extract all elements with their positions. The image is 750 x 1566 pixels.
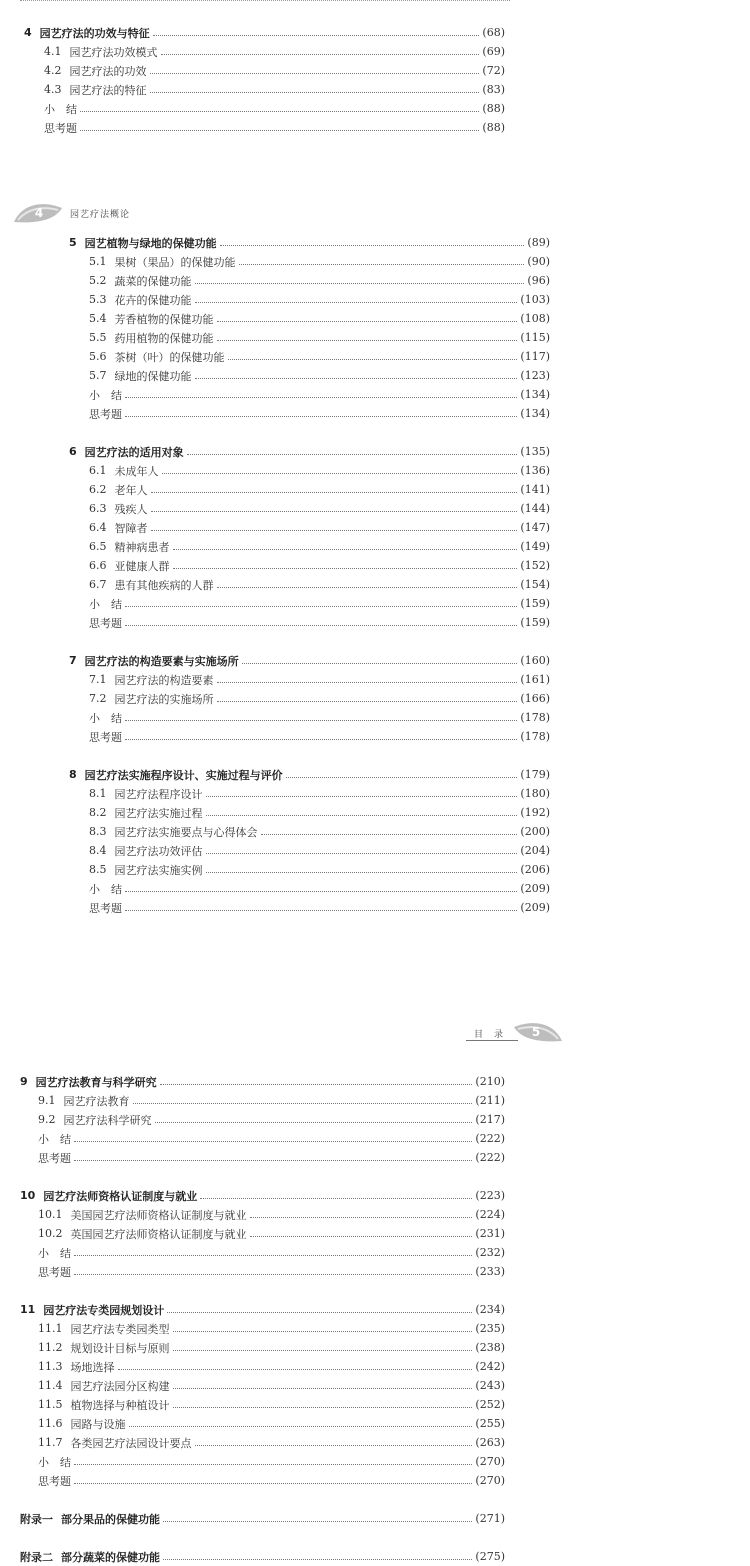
- toc-entry-number: 11.6: [38, 1417, 63, 1430]
- dot-leader: [242, 663, 518, 664]
- toc-entry-title: 小 结: [89, 597, 122, 611]
- toc-entry-title: 园艺疗法教育: [63, 1094, 130, 1108]
- toc-entry-number: 6.5: [89, 540, 107, 553]
- dot-leader: [155, 1122, 473, 1123]
- toc-page-ref: (275): [475, 1550, 505, 1563]
- toc-entry-title: 绿地的保健功能: [114, 369, 192, 383]
- dot-leader: [195, 378, 518, 379]
- toc-entry-title: 思考题: [38, 1151, 71, 1165]
- running-head-left: 园艺疗法概论: [70, 210, 131, 220]
- toc-entry-title: 植物选择与种植设计: [70, 1398, 170, 1412]
- toc-entry-title: 思考题: [89, 616, 122, 630]
- dot-leader: [217, 701, 518, 702]
- toc-entry-title: 园艺疗法专类园规划设计: [43, 1303, 165, 1317]
- toc-section-entry[interactable]: [89, 708, 550, 727]
- toc-entry-number: 11.3: [38, 1360, 63, 1373]
- toc-entry-number: 7.2: [89, 692, 107, 705]
- dot-leader: [162, 473, 518, 474]
- toc-section-entry[interactable]: [89, 537, 550, 556]
- toc-section-entry[interactable]: [89, 518, 550, 537]
- toc-section-entry[interactable]: [89, 841, 550, 860]
- toc-chapter-entry[interactable]: [69, 651, 550, 670]
- toc-entry-number: 6: [69, 445, 77, 458]
- dot-leader: [151, 530, 518, 531]
- dot-leader: [239, 264, 525, 265]
- toc-entry-title: 小 结: [44, 102, 77, 116]
- toc-entry-title: 英国园艺疗法师资格认证制度与就业: [70, 1227, 247, 1241]
- toc-entry-title: 精神病患者: [114, 540, 170, 554]
- toc-entry-number: 10.2: [38, 1227, 63, 1240]
- dot-leader: [125, 720, 517, 721]
- toc-entry-number: 8.5: [89, 863, 107, 876]
- toc-entry-title: 思考题: [89, 407, 122, 421]
- toc-entry-title: 园艺疗法程序设计: [114, 787, 203, 801]
- toc-section-entry[interactable]: [38, 1205, 505, 1224]
- toc-entry-number: 11.4: [38, 1379, 63, 1392]
- toc-entry-title: 园艺疗法的适用对象: [84, 445, 184, 459]
- toc-section-entry[interactable]: [89, 309, 550, 328]
- toc-entry-title: 园艺疗法园分区构建: [70, 1379, 170, 1393]
- page-number-4: 4: [34, 206, 44, 220]
- page-number-5: 5: [531, 1025, 541, 1039]
- toc-entry-title: 园艺疗法实施过程: [114, 806, 203, 820]
- toc-page-ref: (144): [520, 502, 550, 515]
- dot-leader: [173, 1407, 473, 1408]
- toc-section-entry[interactable]: [89, 328, 550, 347]
- toc-entry-title: 园艺疗法科学研究: [63, 1113, 152, 1127]
- toc-entry-title: 园艺植物与绿地的保健功能: [84, 236, 217, 250]
- toc-page-ref: (209): [520, 901, 550, 914]
- toc-section-entry[interactable]: [38, 1091, 505, 1110]
- toc-page-ref: (255): [475, 1417, 505, 1430]
- toc-page-ref: (83): [482, 83, 505, 96]
- toc-entry-number: 附录二: [20, 1550, 53, 1564]
- dot-leader: [220, 245, 525, 246]
- toc-page-ref: (88): [482, 102, 505, 115]
- dot-leader: [163, 1521, 472, 1522]
- toc-entry-title: 小 结: [89, 388, 122, 402]
- toc-section-entry[interactable]: [38, 1376, 505, 1395]
- toc-entry-title: 园艺疗法的构造要素: [114, 673, 214, 687]
- toc-page-ref: (210): [475, 1075, 505, 1088]
- toc-page-ref: (68): [482, 26, 505, 39]
- toc-section-entry[interactable]: [89, 594, 550, 613]
- toc-entry-title: 患有其他疾病的人群: [114, 578, 214, 592]
- toc-section-entry[interactable]: [89, 803, 550, 822]
- dot-leader: [187, 454, 518, 455]
- toc-entry-number: 5.3: [89, 293, 107, 306]
- dot-leader: [250, 1236, 473, 1237]
- toc-entry-title: 思考题: [89, 730, 122, 744]
- toc-section-entry[interactable]: [38, 1129, 505, 1148]
- toc-page-ref: (252): [475, 1398, 505, 1411]
- toc-entry-title: 园艺疗法的功效: [69, 64, 147, 78]
- toc-section-entry[interactable]: [89, 404, 550, 423]
- toc-page-ref: (136): [520, 464, 550, 477]
- toc-entry-title: 未成年人: [114, 464, 159, 478]
- toc-page-ref: (117): [520, 350, 550, 363]
- dot-leader: [167, 1312, 472, 1313]
- toc-entry-title: 残疾人: [114, 502, 148, 516]
- page-number-badge-5: [512, 1017, 564, 1045]
- toc-entry-number: 4.1: [44, 45, 62, 58]
- toc-entry-title: 思考题: [38, 1474, 71, 1488]
- toc-page-ref: (222): [475, 1132, 505, 1145]
- toc-entry-number: 11.7: [38, 1436, 63, 1449]
- dot-leader: [217, 587, 518, 588]
- toc-section-entry[interactable]: [89, 879, 550, 898]
- toc-entry-title: 小 结: [38, 1132, 71, 1146]
- dot-leader: [217, 321, 518, 322]
- toc-section-entry[interactable]: [38, 1433, 505, 1452]
- toc-page-ref: (89): [527, 236, 550, 249]
- dot-leader: [150, 73, 480, 74]
- toc-section-entry[interactable]: [89, 670, 550, 689]
- toc-page-ref: (211): [475, 1094, 505, 1107]
- toc-entry-number: 5.7: [89, 369, 107, 382]
- toc-page-ref: (134): [520, 388, 550, 401]
- toc-entry-number: 9.1: [38, 1094, 56, 1107]
- toc-page-ref: (154): [520, 578, 550, 591]
- toc-page-ref: (222): [475, 1151, 505, 1164]
- toc-entry-number: 6.6: [89, 559, 107, 572]
- toc-page-ref: (72): [482, 64, 505, 77]
- toc-page-ref: (178): [520, 730, 550, 743]
- toc-page-ref: (159): [520, 597, 550, 610]
- dot-leader: [74, 1464, 472, 1465]
- toc-page-ref: (238): [475, 1341, 505, 1354]
- toc-section-entry[interactable]: [89, 784, 550, 803]
- dot-leader: [80, 111, 479, 112]
- toc-page-ref: (206): [520, 863, 550, 876]
- toc-entry-number: 6.4: [89, 521, 107, 534]
- toc-entry-title: 园艺疗法的构造要素与实施场所: [84, 654, 239, 668]
- dot-leader: [206, 853, 518, 854]
- toc-page-ref: (159): [520, 616, 550, 629]
- toc-entry-number: 8.2: [89, 806, 107, 819]
- toc-entry-title: 园艺疗法功效评估: [114, 844, 203, 858]
- toc-entry-number: 9: [20, 1075, 28, 1088]
- toc-section-entry[interactable]: [89, 480, 550, 499]
- toc-entry-title: 思考题: [38, 1265, 71, 1279]
- toc-entry-number: 5.4: [89, 312, 107, 325]
- dot-leader: [125, 910, 517, 911]
- dot-leader: [173, 1331, 473, 1332]
- toc-entry-title: 小 结: [89, 882, 122, 896]
- toc-entry-title: 部分果品的保健功能: [61, 1512, 160, 1526]
- toc-entry-title: 美国园艺疗法师资格认证制度与就业: [70, 1208, 247, 1222]
- toc-entry-number: 11.1: [38, 1322, 63, 1335]
- toc-chapter-entry[interactable]: [69, 442, 550, 461]
- toc-entry-number: 5.6: [89, 350, 107, 363]
- toc-entry-title: 小 结: [89, 711, 122, 725]
- toc-entry-title: 园艺疗法的特征: [69, 83, 147, 97]
- toc-page-ref: (141): [520, 483, 550, 496]
- toc-page-ref: (270): [475, 1455, 505, 1468]
- toc-section-entry[interactable]: [89, 860, 550, 879]
- dot-leader: [118, 1369, 473, 1370]
- toc-entry-number: 4: [24, 26, 32, 39]
- toc-page-ref: (161): [520, 673, 550, 686]
- toc-page-ref: (204): [520, 844, 550, 857]
- toc-chapter-entry[interactable]: [20, 1547, 505, 1566]
- toc-entry-number: 8.1: [89, 787, 107, 800]
- toc-entry-title: 药用植物的保健功能: [114, 331, 214, 345]
- toc-section-entry[interactable]: [89, 822, 550, 841]
- toc-entry-number: 6.2: [89, 483, 107, 496]
- toc-entry-title: 园艺疗法专类园类型: [70, 1322, 170, 1336]
- toc-section-entry[interactable]: [38, 1357, 505, 1376]
- toc-page-ref: (115): [520, 331, 550, 344]
- toc-page-ref: (235): [475, 1322, 505, 1335]
- toc-page-ref: (232): [475, 1246, 505, 1259]
- toc-section-entry[interactable]: [38, 1452, 505, 1471]
- toc-entry-number: 7: [69, 654, 77, 667]
- toc-section-entry[interactable]: [38, 1243, 505, 1262]
- toc-entry-number: 5.1: [89, 255, 107, 268]
- toc-entry-title: 茶树（叶）的保健功能: [114, 350, 225, 364]
- toc-page-ref: (69): [482, 45, 505, 58]
- dot-leader: [74, 1160, 472, 1161]
- toc-section-entry[interactable]: [38, 1395, 505, 1414]
- toc-page-ref: (147): [520, 521, 550, 534]
- toc-page-ref: (134): [520, 407, 550, 420]
- toc-entry-number: 8.4: [89, 844, 107, 857]
- toc-section-entry[interactable]: [89, 290, 550, 309]
- toc-page-ref: (152): [520, 559, 550, 572]
- dot-leader: [173, 568, 518, 569]
- toc-section-entry[interactable]: [38, 1224, 505, 1243]
- dot-leader: [150, 92, 480, 93]
- dot-leader: [217, 340, 518, 341]
- toc-section-entry[interactable]: [89, 689, 550, 708]
- toc-entry-number: 4.3: [44, 83, 62, 96]
- toc-section-entry[interactable]: [89, 385, 550, 404]
- dot-leader: [125, 397, 517, 398]
- dot-leader: [163, 1559, 472, 1560]
- toc-entry-number: 10.1: [38, 1208, 63, 1221]
- toc-section-entry[interactable]: [89, 499, 550, 518]
- toc-entry-number: 9.2: [38, 1113, 56, 1126]
- toc-entry-number: 5: [69, 236, 77, 249]
- toc-entry-title: 亚健康人群: [114, 559, 170, 573]
- dot-leader: [74, 1255, 472, 1256]
- toc-page-ref: (90): [527, 255, 550, 268]
- toc-chapter-entry[interactable]: [20, 1186, 505, 1205]
- toc-page-ref: (231): [475, 1227, 505, 1240]
- toc-section-entry[interactable]: [89, 252, 550, 271]
- toc-section-entry[interactable]: [89, 347, 550, 366]
- toc-chapter-entry[interactable]: [24, 23, 505, 42]
- dot-leader: [151, 492, 518, 493]
- toc-page-ref: (179): [520, 768, 550, 781]
- toc-section-entry[interactable]: [38, 1471, 505, 1490]
- toc-page-ref: (88): [482, 121, 505, 134]
- toc-section-entry[interactable]: [89, 575, 550, 594]
- toc-entry-number: 附录一: [20, 1512, 53, 1526]
- dot-leader: [228, 359, 518, 360]
- toc-entry-title: 园路与设施: [70, 1417, 126, 1431]
- toc-page-ref: (233): [475, 1265, 505, 1278]
- toc-page-ref: (270): [475, 1474, 505, 1487]
- toc-section-entry[interactable]: [89, 556, 550, 575]
- toc-entry-number: 11.5: [38, 1398, 63, 1411]
- dot-leader: [125, 891, 517, 892]
- dot-leader: [200, 1198, 472, 1199]
- toc-page-ref: (243): [475, 1379, 505, 1392]
- toc-page-ref: (242): [475, 1360, 505, 1373]
- dot-leader: [250, 1217, 473, 1218]
- toc-page-ref: (217): [475, 1113, 505, 1126]
- toc-entry-number: 8.3: [89, 825, 107, 838]
- dot-leader: [195, 283, 525, 284]
- toc-page-ref: (166): [520, 692, 550, 705]
- dot-leader: [74, 1141, 472, 1142]
- toc-entry-number: 4.2: [44, 64, 62, 77]
- dot-leader: [195, 1445, 473, 1446]
- dot-leader: [161, 54, 480, 55]
- toc-page-ref: (271): [475, 1512, 505, 1525]
- toc-section-entry[interactable]: [38, 1110, 505, 1129]
- toc-chapter-entry[interactable]: [69, 233, 550, 252]
- toc-section-entry[interactable]: [44, 61, 505, 80]
- toc-section-entry[interactable]: [44, 99, 505, 118]
- toc-entry-title: 蔬菜的保健功能: [114, 274, 192, 288]
- dot-leader: [206, 815, 518, 816]
- dot-leader: [206, 796, 518, 797]
- running-head-right: 目 录: [474, 1030, 505, 1040]
- dot-leader: [125, 606, 517, 607]
- dot-leader: [133, 1103, 473, 1104]
- toc-page-ref: (149): [520, 540, 550, 553]
- toc-section-entry[interactable]: [89, 727, 550, 746]
- toc-entry-title: 园艺疗法的实施场所: [114, 692, 214, 706]
- toc-section-entry[interactable]: [44, 42, 505, 61]
- toc-entry-title: 园艺疗法实施实例: [114, 863, 203, 877]
- toc-entry-number: 7.1: [89, 673, 107, 686]
- toc-entry-title: 花卉的保健功能: [114, 293, 192, 307]
- dot-leader: [160, 1084, 473, 1085]
- dot-leader: [173, 1388, 473, 1389]
- toc-entry-title: 小 结: [38, 1455, 71, 1469]
- toc-entry-title: 部分蔬菜的保健功能: [61, 1550, 160, 1564]
- page-top-remnant-line: [20, 0, 510, 3]
- toc-page-ref: (224): [475, 1208, 505, 1221]
- toc-page-ref: (263): [475, 1436, 505, 1449]
- toc-entry-number: 6.7: [89, 578, 107, 591]
- toc-section-entry[interactable]: [38, 1262, 505, 1281]
- toc-chapter-entry[interactable]: [20, 1509, 505, 1528]
- toc-section-entry[interactable]: [38, 1148, 505, 1167]
- dot-leader: [173, 549, 518, 550]
- toc-section-entry[interactable]: [44, 80, 505, 99]
- dot-leader: [217, 682, 518, 683]
- toc-entry-title: 园艺疗法教育与科学研究: [35, 1075, 157, 1089]
- toc-page-ref: (135): [520, 445, 550, 458]
- toc-entry-title: 各类园艺疗法园设计要点: [70, 1436, 192, 1450]
- toc-section-entry[interactable]: [89, 613, 550, 632]
- toc-entry-title: 芳香植物的保健功能: [114, 312, 214, 326]
- dot-leader: [74, 1483, 472, 1484]
- toc-entry-number: 5.2: [89, 274, 107, 287]
- dot-leader: [173, 1350, 473, 1351]
- toc-entry-title: 规划设计目标与原则: [70, 1341, 170, 1355]
- dot-leader: [80, 130, 479, 131]
- toc-chapter-entry[interactable]: [20, 1072, 505, 1091]
- dot-leader: [125, 739, 517, 740]
- toc-page-ref: (180): [520, 787, 550, 800]
- toc-section-entry[interactable]: [89, 366, 550, 385]
- toc-entry-title: 园艺疗法功效模式: [69, 45, 158, 59]
- toc-entry-title: 思考题: [89, 901, 122, 915]
- toc-entry-title: 园艺疗法的功效与特征: [39, 26, 150, 40]
- toc-page-ref: (200): [520, 825, 550, 838]
- toc-page-ref: (209): [520, 882, 550, 895]
- toc-section-entry[interactable]: [89, 461, 550, 480]
- toc-section-entry[interactable]: [38, 1319, 505, 1338]
- toc-page-ref: (108): [520, 312, 550, 325]
- toc-page-ref: (96): [527, 274, 550, 287]
- toc-entry-number: 6.1: [89, 464, 107, 477]
- running-head-rule: [466, 1040, 518, 1041]
- dot-leader: [261, 834, 518, 835]
- page-number-badge-4: [12, 198, 64, 226]
- toc-page-ref: (223): [475, 1189, 505, 1202]
- toc-entry-title: 园艺疗法实施程序设计、实施过程与评价: [84, 768, 283, 782]
- toc-page-ref: (192): [520, 806, 550, 819]
- toc-section-entry[interactable]: [38, 1338, 505, 1357]
- dot-leader: [74, 1274, 472, 1275]
- dot-leader: [206, 872, 518, 873]
- toc-entry-title: 老年人: [114, 483, 148, 497]
- toc-entry-title: 小 结: [38, 1246, 71, 1260]
- toc-page-ref: (123): [520, 369, 550, 382]
- toc-entry-number: 6.3: [89, 502, 107, 515]
- toc-entry-title: 智障者: [114, 521, 148, 535]
- dot-leader: [153, 35, 480, 36]
- toc-section-entry[interactable]: [89, 898, 550, 917]
- dot-leader: [286, 777, 518, 778]
- dot-leader: [195, 302, 518, 303]
- toc-chapter-entry[interactable]: [69, 765, 550, 784]
- toc-entry-title: 场地选择: [70, 1360, 115, 1374]
- toc-entry-title: 果树（果品）的保健功能: [114, 255, 236, 269]
- dot-leader: [125, 625, 517, 626]
- toc-section-entry[interactable]: [44, 118, 505, 137]
- dot-leader: [129, 1426, 473, 1427]
- toc-page-ref: (178): [520, 711, 550, 724]
- toc-entry-number: 11.2: [38, 1341, 63, 1354]
- toc-entry-title: 思考题: [44, 121, 77, 135]
- toc-section-entry[interactable]: [89, 271, 550, 290]
- toc-page-ref: (103): [520, 293, 550, 306]
- toc-entry-number: 10: [20, 1189, 36, 1202]
- toc-entry-number: 11: [20, 1303, 36, 1316]
- toc-section-entry[interactable]: [38, 1414, 505, 1433]
- toc-entry-title: 园艺疗法实施要点与心得体会: [114, 825, 258, 839]
- toc-entry-number: 5.5: [89, 331, 107, 344]
- dot-leader: [125, 416, 517, 417]
- dot-leader: [151, 511, 518, 512]
- toc-entry-number: 8: [69, 768, 77, 781]
- toc-entry-title: 园艺疗法师资格认证制度与就业: [43, 1189, 198, 1203]
- toc-page-ref: (234): [475, 1303, 505, 1316]
- toc-chapter-entry[interactable]: [20, 1300, 505, 1319]
- toc-page-ref: (160): [520, 654, 550, 667]
